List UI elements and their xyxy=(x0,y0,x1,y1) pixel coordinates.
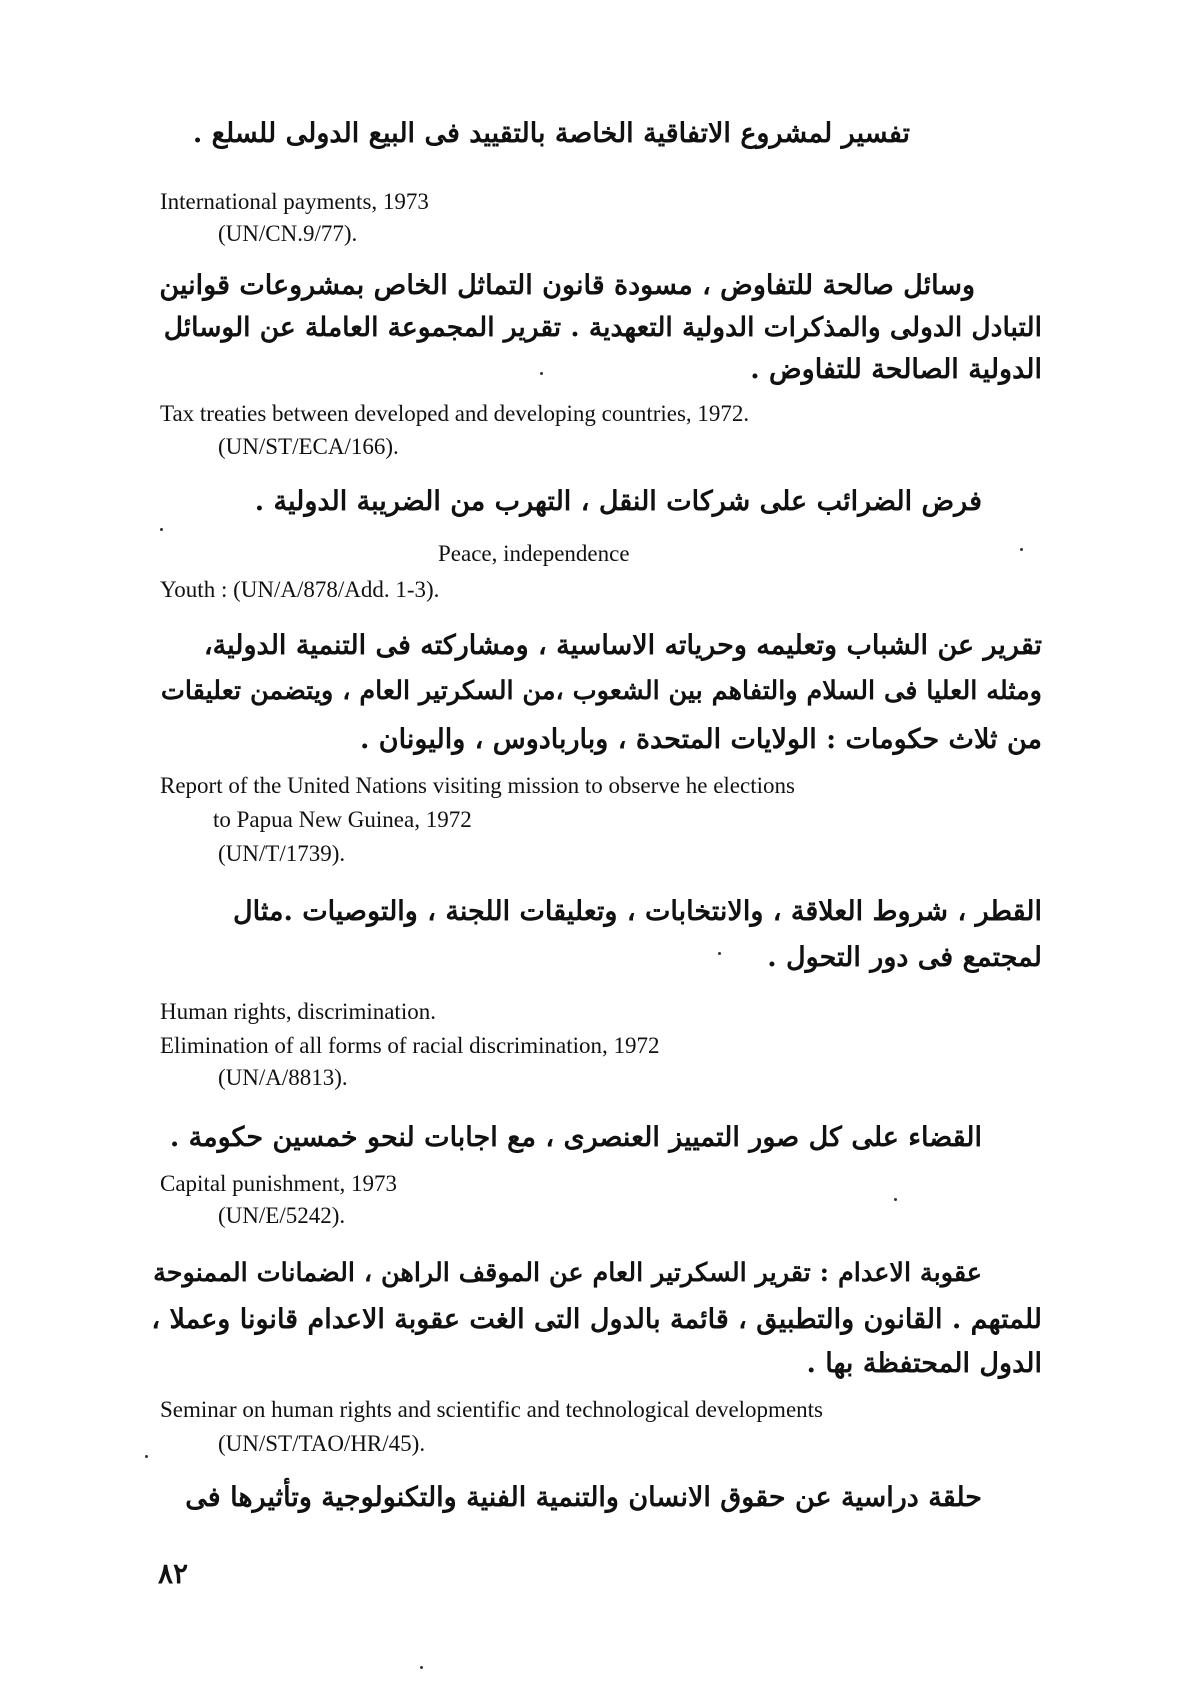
arabic-line: وسائل صالحة للتفاوض ، مسودة قانون التماثل الخاص بمشروعات قوانين xyxy=(159,270,975,301)
arabic-line: للمتهم . القانون والتطبيق ، قائمة بالدول التى الغت عقوبة الاعدام قانونا وعملا ، xyxy=(151,1304,1042,1335)
arabic-line: فرض الضرائب على شركات النقل ، التهرب من الضريبة الدولية . xyxy=(254,486,982,517)
entry-title: International payments, 1973 xyxy=(160,189,429,214)
arabic-line: لمجتمع فى دور التحول . xyxy=(767,942,1042,973)
scan-speck xyxy=(145,1455,148,1458)
entry-title: Youth : (UN/A/878/Add. 1-3). xyxy=(160,577,440,602)
scan-speck xyxy=(718,952,721,955)
arabic-line: ومثله العليا فى السلام والتفاهم بين الشعوب ،من السكرتير العام ، ويتضمن تعليقات xyxy=(160,676,1042,706)
document-symbol: (UN/CN.9/77). xyxy=(218,221,358,246)
arabic-line: من ثلاث حكومات : الولايات المتحدة ، وباربادوس ، واليونان . xyxy=(360,724,1042,755)
scan-speck xyxy=(540,372,543,375)
arabic-line: عقوبة الاعدام : تقرير السكرتير العام عن الموقف الراهن ، الضمانات الممنوحة xyxy=(153,1258,982,1288)
arabic-line: القضاء على كل صور التمييز العنصرى ، مع اجابات لنحو خمسين حكومة . xyxy=(169,1122,982,1153)
scan-speck xyxy=(160,528,163,531)
entry-title: Elimination of all forms of racial discrimination, 1972 xyxy=(160,1033,660,1058)
entry-title: Peace, independence xyxy=(438,541,630,566)
entry-title: Seminar on human rights and scientific and technological developments xyxy=(160,1397,823,1422)
document-symbol: (UN/T/1739). xyxy=(218,841,346,866)
document-symbol: (UN/A/8813). xyxy=(218,1065,348,1090)
page-number: ٨٢ xyxy=(158,1557,189,1590)
document-symbol: (UN/ST/TAO/HR/45). xyxy=(218,1431,426,1456)
entry-title: Report of the United Nations visiting mission to observe he elections xyxy=(160,773,795,798)
arabic-line: التبادل الدولى والمذكرات الدولية التعهدية . تقرير المجموعة العاملة عن الوسائل xyxy=(163,312,1042,343)
arabic-line: تقرير عن الشباب وتعليمه وحرياته الاساسية ، ومشاركته فى التنمية الدولية، xyxy=(203,630,1042,661)
entry-title: Human rights, discrimination. xyxy=(160,999,436,1024)
document-symbol: (UN/ST/ECA/166). xyxy=(218,434,399,459)
arabic-line: الدول المحتفظة بها . xyxy=(806,1348,1042,1379)
entry-title: Tax treaties between developed and developing countries, 1972. xyxy=(160,401,750,426)
document-symbol: (UN/E/5242). xyxy=(218,1203,346,1228)
arabic-line: القطر ، شروط العلاقة ، والانتخابات ، وتعليقات اللجنة ، والتوصيات .مثال xyxy=(233,896,1042,927)
arabic-line: حلقة دراسية عن حقوق الانسان والتنمية الفنية والتكنولوجية وتأثيرها فى xyxy=(185,1482,982,1513)
scan-speck xyxy=(894,1198,897,1201)
scan-speck xyxy=(420,1666,423,1669)
entry-title: to Papua New Guinea, 1972 xyxy=(213,807,472,832)
arabic-line: تفسير لمشروع الاتفاقية الخاصة بالتقييد فى البيع الدولى للسلع . xyxy=(192,118,910,149)
scan-speck xyxy=(1020,548,1023,551)
entry-title: Capital punishment, 1973 xyxy=(160,1171,398,1196)
arabic-line: الدولية الصالحة للتفاوض . xyxy=(750,354,1042,385)
